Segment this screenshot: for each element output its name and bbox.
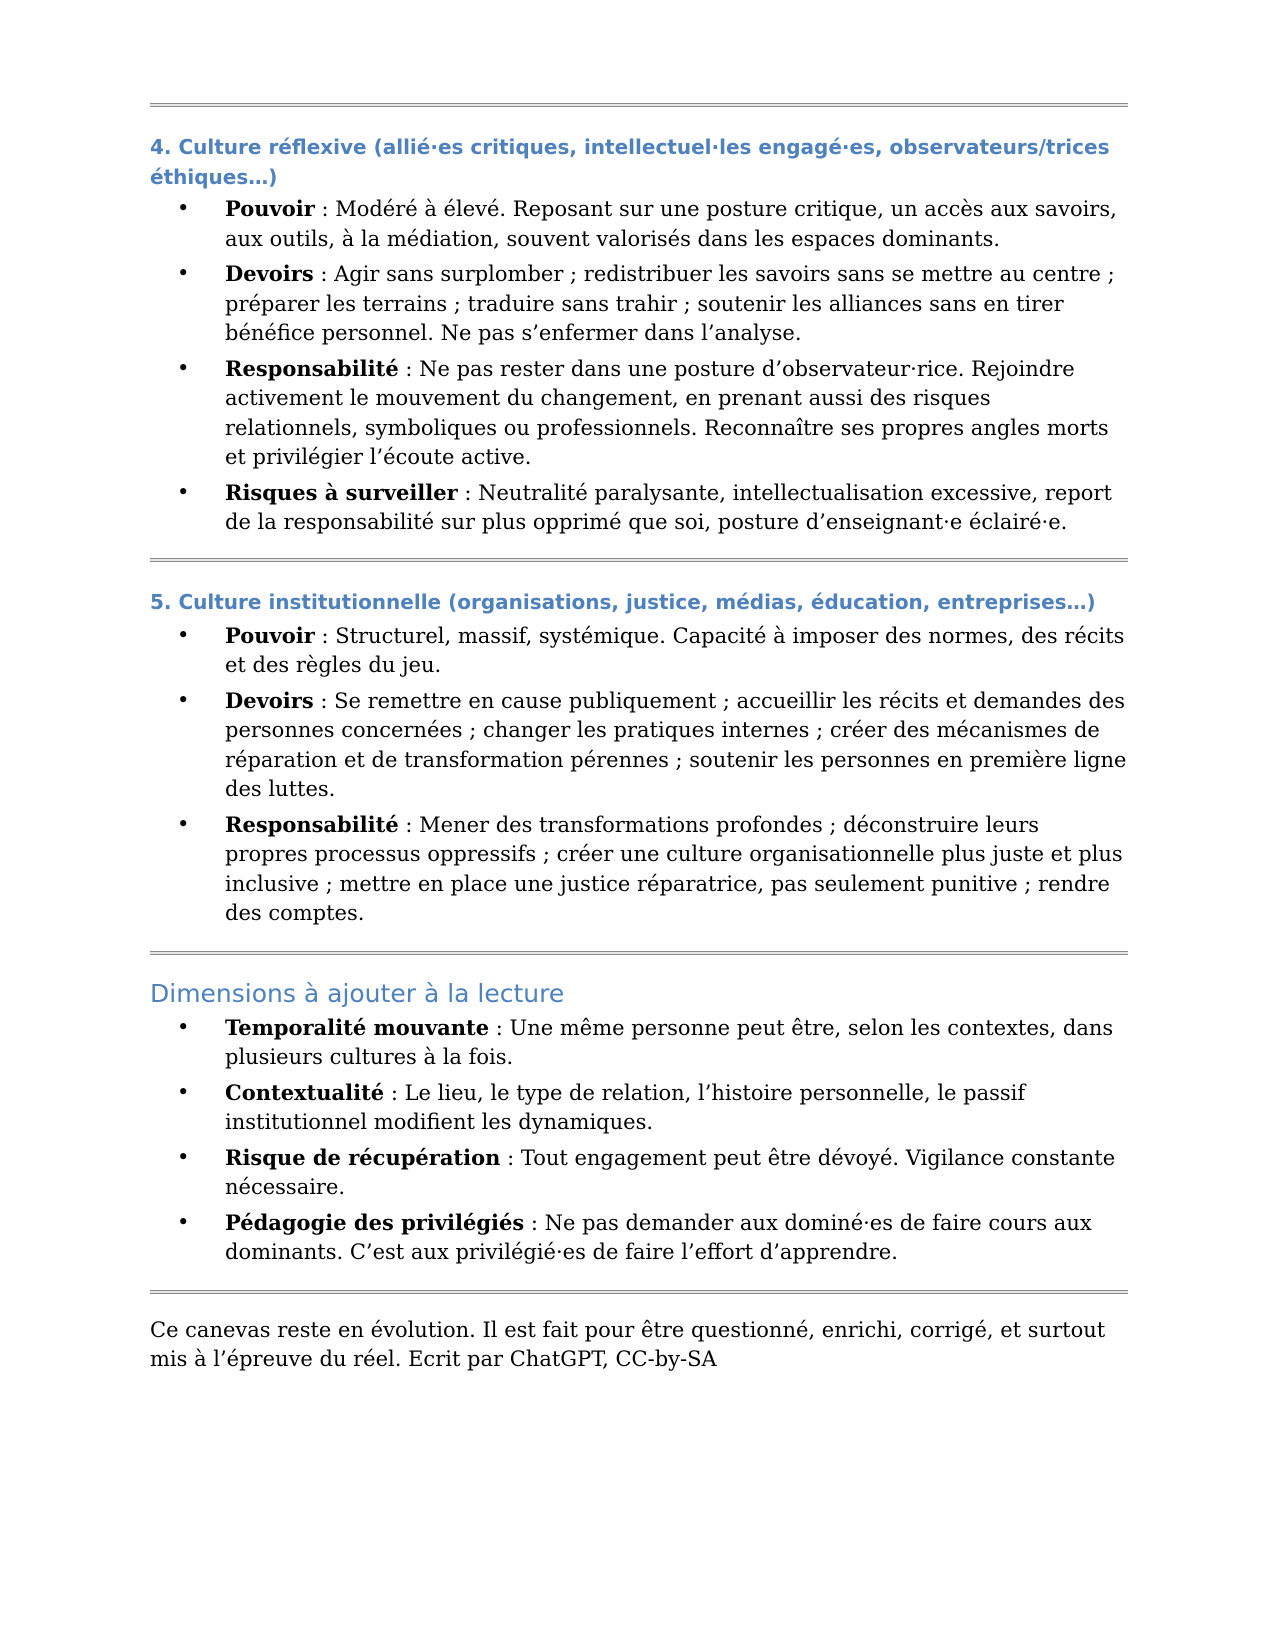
item-text: : Structurel, massif, systémique. Capacité à imposer des normes, des récits et des règles du jeu. (225, 623, 1125, 677)
horizontal-rule (150, 1290, 1128, 1294)
list-item (150, 478, 1128, 538)
list-item (150, 259, 1128, 349)
section-heading: 4. Culture réflexive (allié·es critiques, intellectuel·les engagé·es, observateurs/trices éthiques…) (150, 135, 1110, 189)
item-text: : Le lieu, le type de relation, l’histoire personnelle, le passif institutionnel modifient les dynamiques. (225, 1080, 1026, 1134)
item-text: : Ne pas demander aux dominé·es de faire cours aux dominants. C’est aux privilégié·es de faire l’effort d’apprendre. (225, 1210, 1092, 1264)
section-heading: 5. Culture institutionnelle (organisations, justice, médias, éducation, entreprises…) (150, 589, 1096, 614)
item-term: Pouvoir (225, 622, 315, 648)
item-text: : Une même personne peut être, selon les contextes, dans plusieurs cultures à la fois. (225, 1015, 1114, 1069)
bullet-icon: • (177, 1209, 190, 1234)
document-page (150, 103, 1128, 1375)
item-term: Temporalité mouvante (225, 1014, 490, 1040)
horizontal-rule (150, 558, 1128, 562)
bullet-list (150, 194, 1128, 538)
bullet-icon: • (177, 196, 190, 220)
list-item (150, 621, 1128, 681)
list-item (150, 1078, 1128, 1138)
bullet-icon: • (177, 687, 190, 712)
item-text: : Se remettre en cause publiquement ; accueillir les récits et demandes des personnes concernées ; changer les pratiques internes ; créer des mécanismes de réparation et de transformation pérennes ; soutenir les personnes en première ligne des luttes. (225, 688, 1127, 801)
item-text: : Modéré à élevé. Reposant sur une posture critique, un accès aux savoirs, aux outils, à la médiation, souvent valorisés dans les espaces dominants. (225, 197, 1117, 251)
item-text: : Neutralité paralysante, intellectualisation excessive, report de la responsabilité sur plus opprimé que soi, posture d’enseignant·e éclairé·e. (225, 480, 1112, 534)
bullet-icon: • (177, 811, 190, 836)
list-item (150, 1143, 1128, 1203)
item-text: : Agir sans surplomber ; redistribuer les savoirs sans se mettre au centre ; préparer les terrains ; traduire sans trahir ; soutenir les alliances sans en tirer bénéfice personnel. Ne pas s’enfermer dans l’analyse. (225, 262, 1115, 345)
bullet-list (150, 1013, 1128, 1268)
bullet-icon: • (177, 622, 190, 647)
section-heading: Dimensions à ajouter à la lecture (150, 978, 565, 1008)
list-item (150, 1208, 1128, 1268)
bullet-icon: • (177, 479, 190, 504)
bullet-icon: • (177, 1144, 190, 1169)
item-term: Devoirs (225, 687, 314, 713)
bullet-icon: • (177, 261, 190, 285)
bullet-icon: • (177, 1079, 190, 1104)
item-term: Contextualité (225, 1079, 385, 1105)
list-item (150, 1013, 1128, 1073)
list-item (150, 686, 1128, 805)
bullet-icon: • (177, 1014, 190, 1039)
item-term: Pouvoir (225, 196, 315, 221)
list-item (150, 354, 1128, 473)
item-term: Risque de récupération (225, 1144, 501, 1170)
item-term: Devoirs (225, 261, 314, 286)
bullet-icon: • (177, 355, 190, 380)
item-text: : Mener des transformations profondes ; déconstruire leurs propres processus oppressifs ; créer une culture organisationnelle plus juste et plus inclusive ; mettre en place une justice réparatrice, pas seulement punitive ; rendre des comptes. (225, 812, 1123, 925)
item-text: : Ne pas rester dans une posture d’observateur·rice. Rejoindre activement le mouvement du changement, en prenant aussi des risques relationnels, symboliques ou professionnels. Reconnaître ses propres angles morts et privilégier l’écoute active. (225, 356, 1109, 469)
footer-note: Ce canevas reste en évolution. Il est fait pour être questionné, enrichi, corrigé, et surtout mis à l’épreuve du réel. Ecrit par ChatGPT, CC-by-SA (150, 1317, 1106, 1371)
item-term: Risques à surveiller (225, 479, 458, 505)
item-term: Responsabilité (225, 355, 399, 381)
list-item (150, 194, 1128, 254)
list-item (150, 810, 1128, 929)
item-term: Responsabilité (225, 811, 399, 837)
item-term: Pédagogie des privilégiés (225, 1209, 525, 1235)
bullet-list (150, 621, 1128, 929)
horizontal-rule (150, 103, 1128, 107)
item-text: : Tout engagement peut être dévoyé. Vigilance constante nécessaire. (225, 1145, 1116, 1199)
horizontal-rule (150, 951, 1128, 955)
